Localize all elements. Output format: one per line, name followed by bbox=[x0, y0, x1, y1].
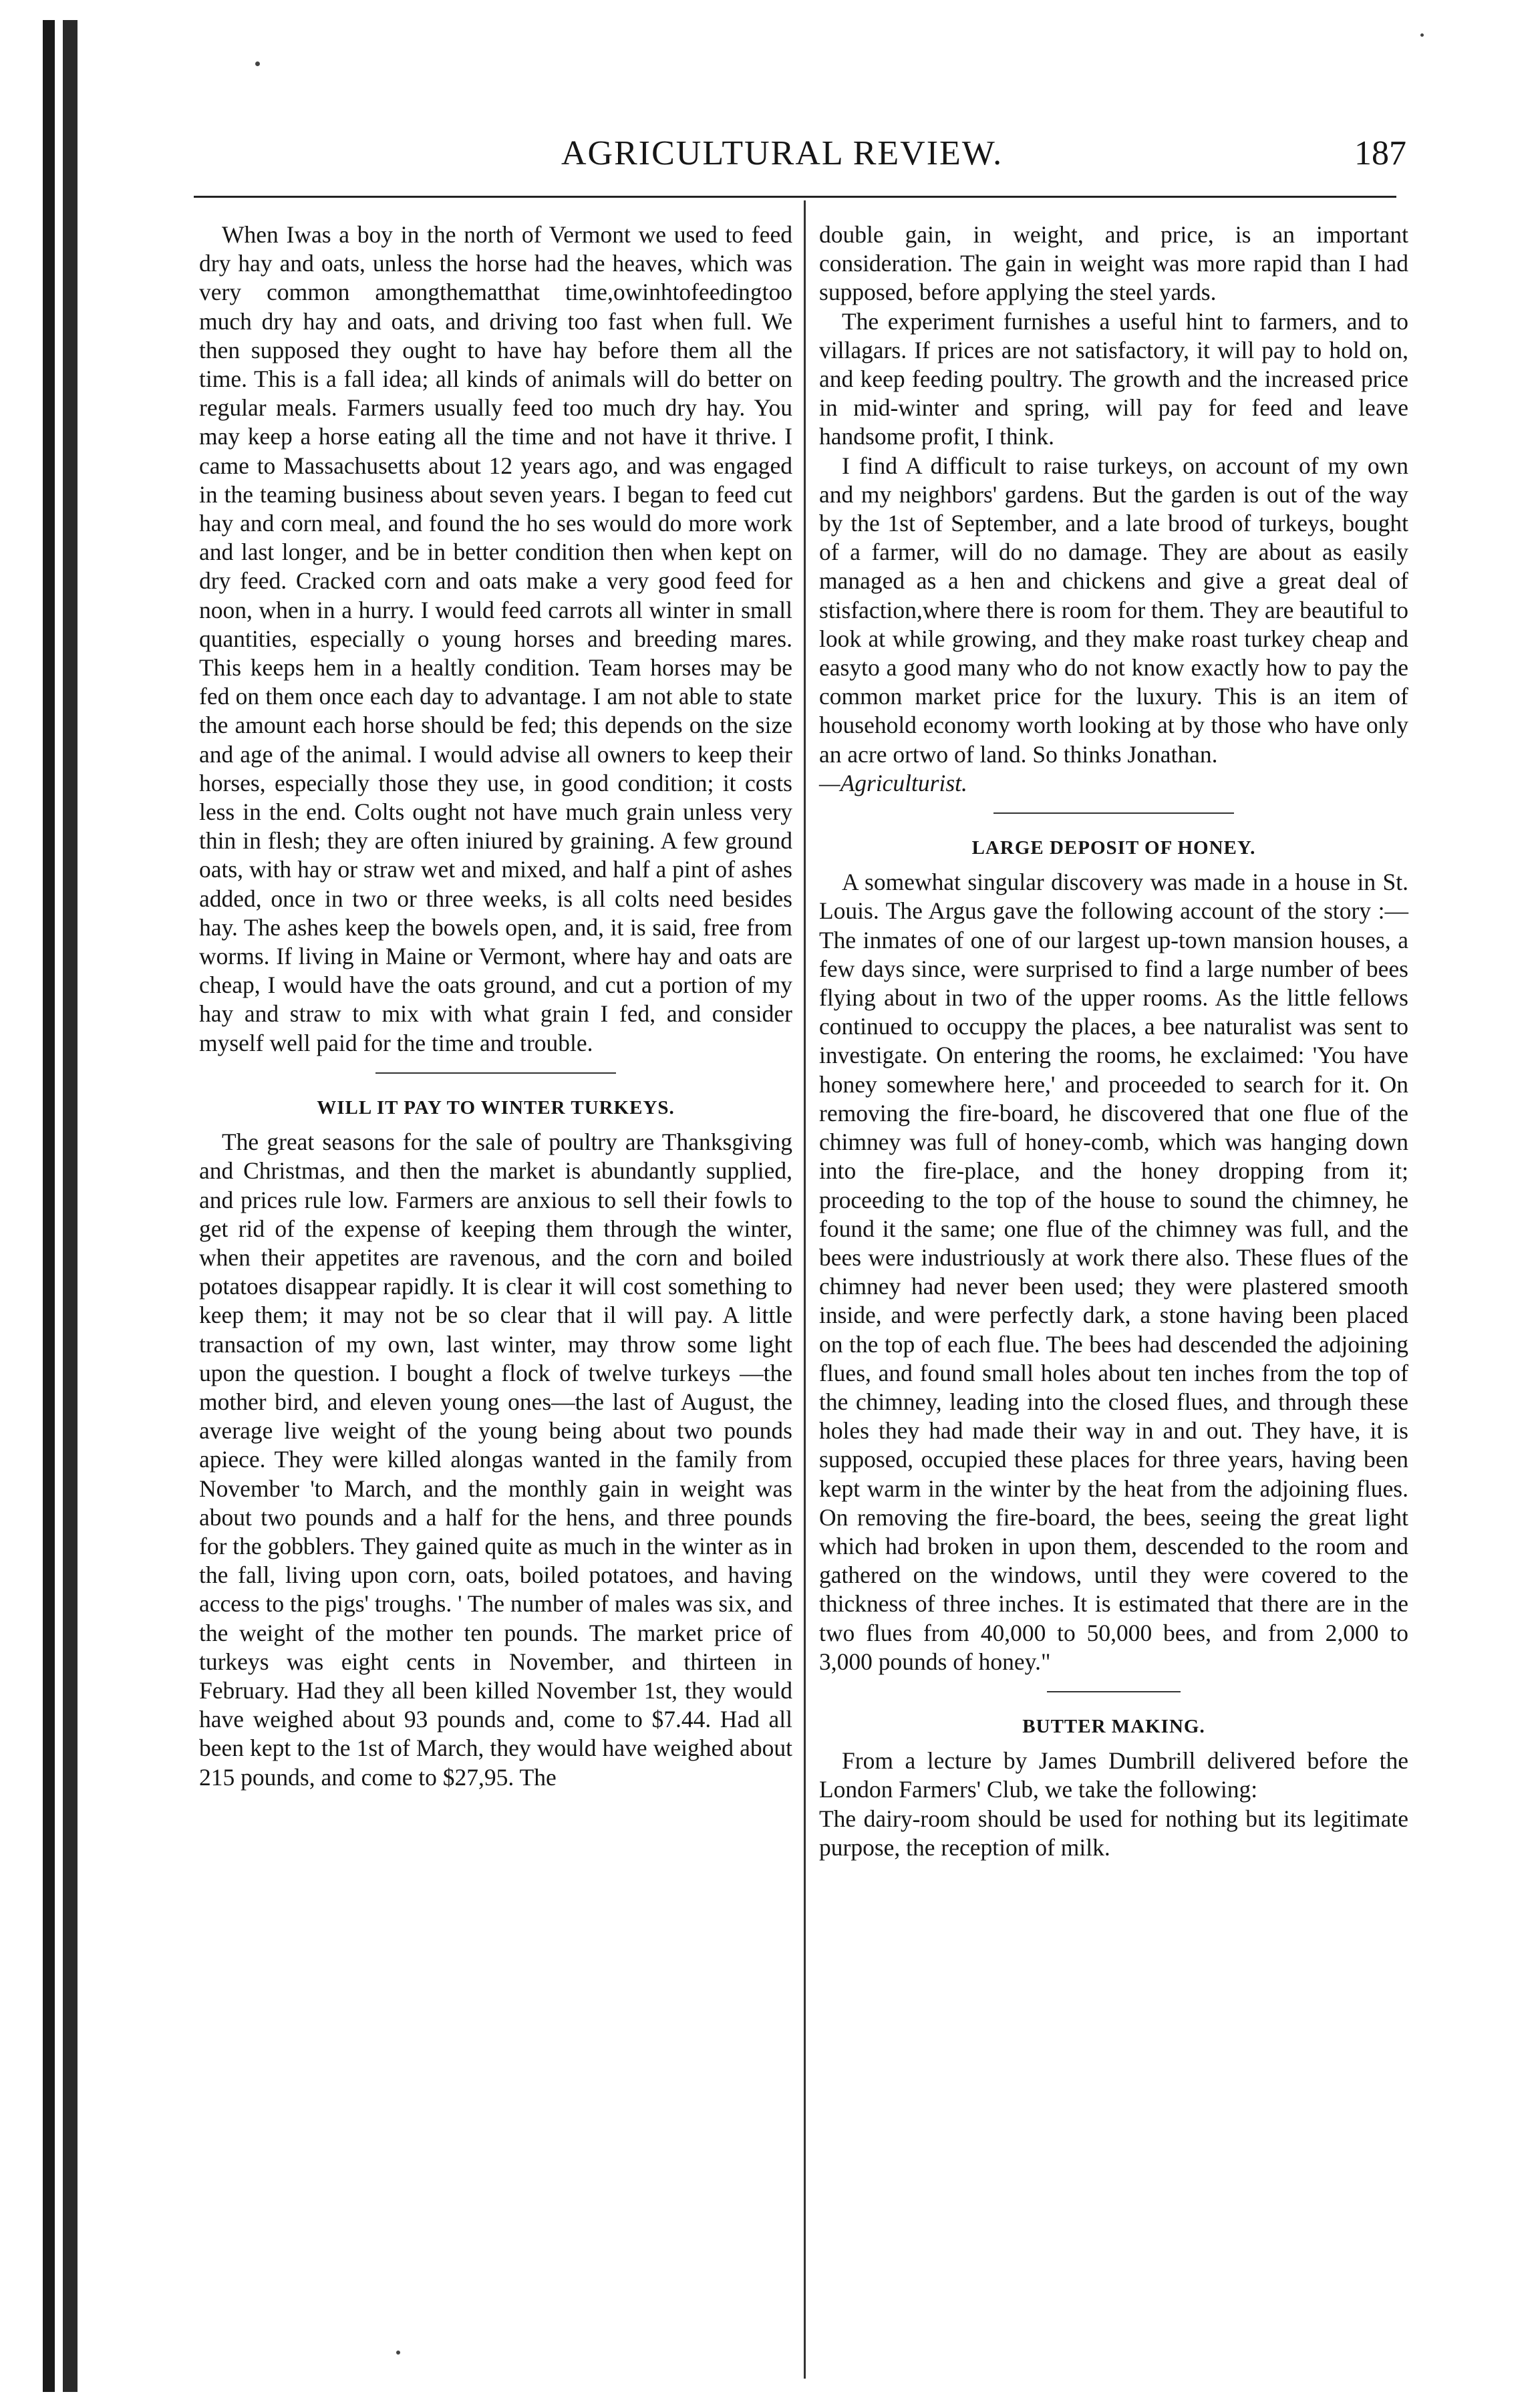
turkeys-article-paragraph: I find A difficult to raise turkeys, on account of my own and my neighbors' gardens. But the garden is out of the way by the 1st of September, and a late brood of turkeys, bought of a farmer, will do no damage. They are about as easily managed as a hen and chickens and give a great deal of stisfaction,where there is room for them. They are beautiful to look at while growing, and they make roast turkey cheap and easyto a good many who do not know exactly how to pay the common market price for the luxury. This is an item of household economy worth looking at by those who have only an acre ortwo of land. So thinks Jonathan. bbox=[819, 452, 1408, 768]
article-attribution: —Agriculturist. bbox=[819, 769, 967, 796]
print-speck bbox=[396, 2351, 400, 2355]
butter-article-body: The dairy-room should be used for nothing but its legitimate purpose, the reception of milk. bbox=[819, 1805, 1408, 1861]
turkeys-article-heading: WILL IT PAY TO WINTER TURKEYS. bbox=[317, 1096, 675, 1118]
turkeys-article-paragraph: The experiment furnishes a useful hint to farmers, and to villagars. If prices are not satisfactory, it will pay to hold on, and keep feeding poultry. The growth and the increased price in mid-winter and spring, will pay for feed and leave handsome profit, I think. bbox=[819, 307, 1408, 450]
section-separator bbox=[993, 812, 1234, 814]
butter-article-heading: BUTTER MAKING. bbox=[1022, 1715, 1205, 1737]
section-separator bbox=[375, 1072, 616, 1074]
butter-article-body: From a lecture by James Dumbrill delivered before the London Farmers' Club, we take the following: bbox=[819, 1747, 1408, 1803]
page-header bbox=[187, 134, 1406, 187]
turkeys-article-body: The great seasons for the sale of poultry are Thanksgiving and Christmas, and then the market is abundantly supplied, and prices rule low. Farmers are anxious to sell their fowls to get rid of the expense of keeping them through the winter, when their appetites are ravenous, and the corn and boiled potatoes disappear rapidly. It is clear it will cost something to keep them; it may not be so clear that il will pay. A little transaction of my own, last winter, may throw some light upon the question. I bought a flock of twelve turkeys —the mother bird, and eleven young ones—the last of August, the average live weight of the young being about two pounds apiece. They were killed alongas wanted in the family from November 'to March, and the monthly gain in weight was about two pounds and a half for the hens, and three pounds for the gobblers. They gained quite as much in the winter as in the fall, living upon corn, oats, boiled potatoes, and having access to the pigs' troughs. ' The number of males was six, and the weight of the mother ten pounds. The market price of turkeys was eight cents in November, and thirteen in February. Had they all been killed November 1st, they would have weighed about 93 pounds and, come to $7.44. Had all been kept to the 1st of March, they would have weighed about 215 pounds, and come to $27,95. The bbox=[199, 1128, 792, 1791]
honey-article-body: A somewhat singular discovery was made in a house in St. Louis. The Argus gave the following account of the story :—The inmates of one of our largest up-town mansion houses, a few days since, were surprised to find a large number of bees flying about in two of the upper rooms. As the little fellows continued to occuppy the places, a bee naturalist was sent to investigate. On entering the rooms, he exclaimed: 'You have honey somewhere here,' and proceeded to search for it. On removing the fire-board, he discovered that one flue of the chimney was full of honey-comb, which was hanging down into the fire-place, and the honey dropping from it; proceeding to the top of the house to sound the chimney, he found it the same; one flue of the chimney was full, and the bees were industriously at work there also. These flues of the chimney had never been used; they were plastered smooth inside, and were perfectly dark, a stone having been placed on the top of each flue. The bees had descended the adjoining flues, and found small holes about ten inches from the top of the chimney, leading into the closed flues, and through these holes they had made their way in and out. They have, it is supposed, occupied these places for three years, having been kept warm in the winter by the heat from the adjoining flues. On removing the fire-board, the bees, seeing the great light which had broken in upon them, descended to the room and gathered on the windows, until they were covered to the thickness of three inches. It is estimated that there are in the two flues from 40,000 to 50,000 bees, and from 2,000 to 3,000 pounds of honey." bbox=[819, 869, 1408, 1675]
running-title: AGRICULTURAL REVIEW. bbox=[561, 134, 1004, 172]
horse-feeding-article: When Iwas a boy in the north of Vermont we used to feed dry hay and oats, unless the horse had the heaves, which was very common amongthematthat time,owinhtofeedingtoo much dry hay and oats, and driving too fast when full. We then supposed they ought to have hay before them all the time. This is a fall idea; all kinds of animals will do better on regular meals. Farmers usually feed too much dry hay. You may keep a horse eating all the time and not have it thrive. I came to Massachusetts about 12 years ago, and was engaged in the teaming business about seven years. I began to feed cut hay and corn meal, and found the ho ses would do more work and last longer, and be in better condition then when kept on dry feed. Cracked corn and oats make a very good feed for noon, when in a hurry. I would feed carrots all winter in small quantities, especially o young horses and breeding mares. This keeps hem in a healtly condition. Team horses may be fed on them once each day to advantage. I am not able to state the amount each horse should be fed; this depends on the size and age of the animal. I would advise all owners to keep their horses, especially those they use, in good condition; it costs less in the end. Colts ought not have much grain unless very thin in flesh; they are often iniured by graining. A few ground oats, with hay or straw wet and mixed, and half a pint of ashes added, once in two or three weeks, is all colts need besides hay. The ashes keep the bowels open, and, it is said, free from worms. If living in Maine or Vermont, where hay and oats are cheap, I would have the oats ground, and cut a portion of my hay and straw to mix with what grain I fed, and consider myself well paid for the time and trouble. bbox=[199, 221, 792, 1056]
page-number: 187 bbox=[1354, 134, 1406, 172]
print-speck bbox=[1420, 33, 1424, 37]
header-rule bbox=[194, 196, 1396, 198]
left-column bbox=[199, 220, 792, 1792]
section-separator bbox=[1047, 1691, 1181, 1692]
column-divider bbox=[804, 200, 806, 2379]
print-speck bbox=[255, 61, 260, 66]
right-column bbox=[819, 220, 1408, 1862]
honey-article-heading: LARGE DEPOSIT OF HONEY. bbox=[971, 837, 1256, 859]
page-binding-edge bbox=[43, 20, 96, 2392]
turkeys-article-continuation: double gain, in weight, and price, is an important consideration. The gain in weight was more rapid than I had supposed, before applying the steel yards. bbox=[819, 221, 1408, 306]
